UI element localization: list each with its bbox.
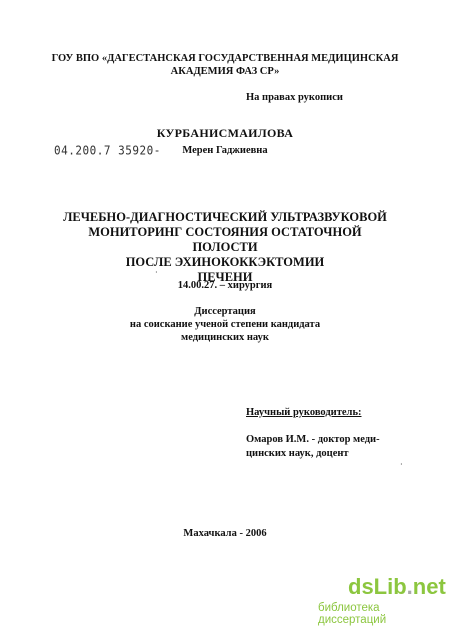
institution-line-1: ГОУ ВПО «ДАГЕСТАНСКАЯ ГОСУДАРСТВЕННАЯ МЕДИЦИНСКАЯ [51, 53, 399, 64]
degree-line-2: на соискание ученой степени кандидата [129, 319, 321, 330]
logo-main: dsLib [348, 574, 407, 599]
institution-line-2: АКАДЕМИЯ ФАЗ СР» [170, 66, 280, 77]
dslib-watermark-logo [348, 574, 446, 600]
title-line-3: ПОСЛЕ ЭХИНОКОККЭКТОМИИ [125, 255, 325, 269]
degree-line-3: медицинских наук [181, 332, 269, 343]
logo-tld: net [412, 574, 446, 599]
registration-stamp: 04.200.7 35920- [54, 143, 161, 158]
author-given-names: Мерен Гаджиевна [182, 145, 268, 156]
dissertation-title [60, 210, 390, 285]
supervisor-label: Научный руководитель: [246, 407, 362, 418]
institution-name [0, 52, 450, 78]
supervisor-details [246, 433, 380, 461]
dslib-watermark-subtitle: библиотека диссертаций [318, 602, 387, 626]
logo-dot: . [406, 574, 413, 599]
city-and-year: Махачкала - 2006 [183, 528, 267, 539]
specialty-code: 14.00.27. – хирургия [177, 280, 273, 291]
title-line-1: ЛЕЧЕБНО-ДИАГНОСТИЧЕСКИЙ УЛЬТРАЗВУКОВОЙ [63, 210, 387, 224]
supervisor-line-2: цинских наук, доцент [246, 448, 349, 459]
manuscript-rights-note: На правах рукописи [246, 92, 343, 103]
supervisor-line-1: Омаров И.М. - доктор меди- [246, 434, 380, 445]
author-surname: КУРБАНИСМАИЛОВА [156, 126, 294, 140]
title-line-4: ПЕЧЕНИ [197, 270, 253, 284]
degree-description [0, 305, 450, 344]
speck-mark-2: · [400, 460, 403, 469]
degree-line-1: Диссертация [194, 306, 256, 317]
title-line-2: МОНИТОРИНГ СОСТОЯНИЯ ОСТАТОЧНОЙ ПОЛОСТИ [88, 225, 362, 254]
speck-mark: · [155, 268, 158, 277]
